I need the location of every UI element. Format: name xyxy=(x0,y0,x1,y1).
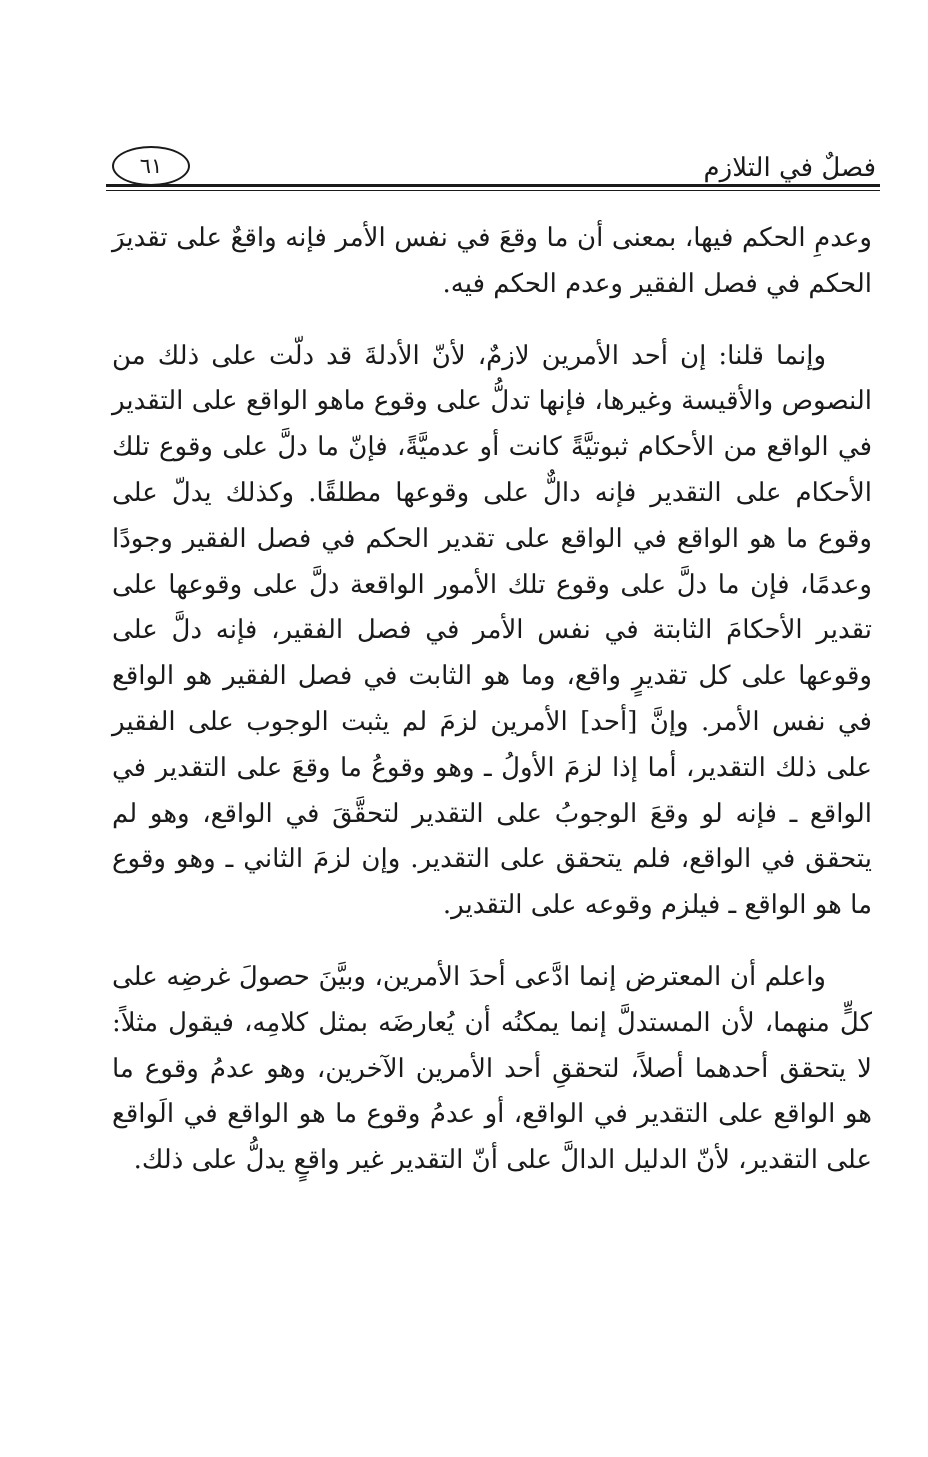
running-title: فصلٌ في التلازم xyxy=(703,153,876,183)
paragraph-3: واعلم أن المعترض إنما ادَّعى أحدَ الأمرين، وبيَّنَ حصولَ غرضِه على كلٍّ منهما، لأن المستدلَّ إنما يمكنُه أن يُعارضَه بمثل كلامِه، فيقول مثلاً: لا يتحقق أحدهما أصلاً، لتحققِ أحد الأمرين الآخرين، وهو عدمُ وقوع ما هو الواقع على التقدير في الواقع، أو عدمُ وقوع ما هو الواقع في الَواقع على التقدير، لأنّ الدليل الدالَّ على أنّ التقدير غير واقعٍ يدلُّ على ذلك. xyxy=(112,961,872,1176)
header-divider-thick xyxy=(106,184,880,187)
page-number: ٦١ xyxy=(112,146,190,186)
paragraph-1: وعدمِ الحكم فيها، بمعنى أن ما وقعَ في نفس الأمر فإنه واقعٌ على تقديرَ الحكم في فصل الفقير وعدم الحكم فيه. xyxy=(112,223,872,299)
header-divider xyxy=(106,184,880,193)
body-text xyxy=(112,216,872,1210)
paragraph-2: وإنما قلنا: إن أحد الأمرين لازمٌ، لأنّ الأدلةَ قد دلّت على ذلك من النصوص والأقيسة وغيرها، فإنها تدلُّ على وقوع ماهو الواقع على التقدير في الواقع من الأحكام ثبوتيَّةً كانت أو عدميَّةً، فإنّ ما دلَّ على وقوع تلك الأحكام على التقدير فإنه دالٌّ على وقوعها مطلقًا. وكذلك يدلّ على وقوع ما هو الواقع في الواقع على تقدير الحكم في فصل الفقير وجودًا وعدمًا، فإن ما دلَّ على وقوع تلك الأمور الواقعة دلَّ على وقوعها على تقدير الأحكامَ الثابتة في نفس الأمر في فصل الفقير، فإنه دلَّ على وقوعها على كل تقديرٍ واقع، وما هو الثابت في فصل الفقير هو الواقع في نفس الأمر. وإنَّ [أحد] الأمرين لزمَ لم يثبت الوجوب على الفقير على ذلك التقدير، أما إذا لزمَ الأولُ ـ وهو وقوعُ ما وقعَ على التقدير في الواقع ـ فإنه لو وقعَ الوجوبُ على التقدير لتحقَّقَ في الواقع، وهو لم يتحقق في الواقع، فلم يتحقق على التقدير. وإن لزمَ الثاني ـ وهو وقوع ما هو الواقع ـ فيلزم وقوعه على التقدير. xyxy=(112,340,872,921)
header-divider-thin xyxy=(106,190,880,191)
